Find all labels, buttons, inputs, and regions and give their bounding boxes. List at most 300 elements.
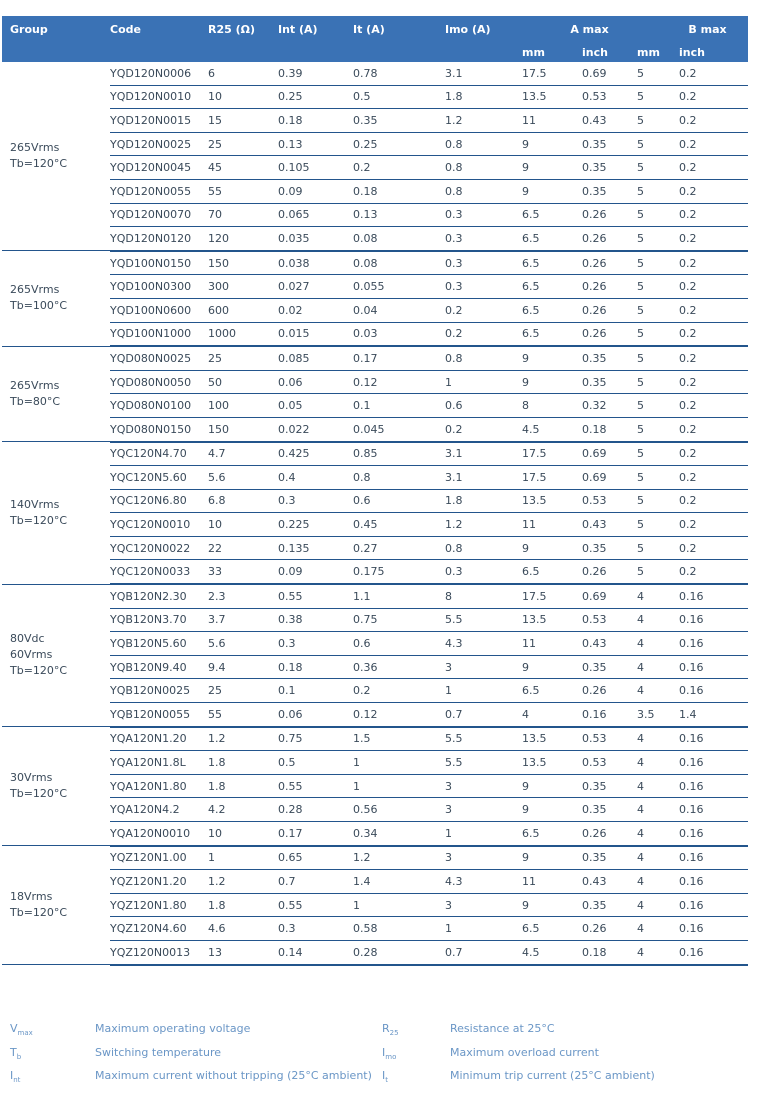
cell-int: 0.135 — [278, 536, 353, 560]
cell-it: 0.08 — [353, 251, 445, 275]
cell-imo: 0.3 — [445, 275, 522, 299]
group-label-line: Tb=80°C — [10, 394, 61, 408]
col-b-max-header: B max — [637, 16, 748, 42]
col-imo-header: Imo (A) — [445, 16, 522, 42]
cell-it: 0.58 — [353, 917, 445, 941]
table-row — [2, 846, 748, 870]
cell-int: 0.38 — [278, 608, 353, 632]
cell-a-mm: 9 — [522, 536, 582, 560]
group-label-line: 80Vdc — [10, 632, 45, 646]
cell-r25: 50 — [208, 370, 278, 394]
cell-b-mm: 4 — [637, 655, 679, 679]
cell-imo: 1 — [445, 917, 522, 941]
cell-a-mm: 11 — [522, 870, 582, 894]
cell-int: 0.17 — [278, 822, 353, 846]
cell-it: 0.6 — [353, 632, 445, 656]
cell-b-inch: 0.16 — [679, 751, 748, 775]
cell-int: 0.425 — [278, 442, 353, 466]
legend-symbol-subscript: nt — [13, 1076, 21, 1085]
table-row — [2, 870, 748, 894]
cell-it: 0.5 — [353, 85, 445, 109]
cell-a-mm: 13.5 — [522, 727, 582, 751]
legend-row — [10, 1069, 750, 1093]
cell-a-inch: 0.69 — [582, 442, 637, 466]
cell-it: 0.17 — [353, 346, 445, 370]
legend-symbol — [10, 1022, 33, 1037]
cell-a-inch: 0.26 — [582, 203, 637, 227]
table-row — [2, 370, 748, 394]
cell-int: 0.015 — [278, 322, 353, 346]
cell-b-mm: 5 — [637, 132, 679, 156]
cell-r25: 1.2 — [208, 870, 278, 894]
cell-b-inch: 0.2 — [679, 62, 748, 85]
cell-code: YQZ120N1.20 — [110, 870, 208, 894]
cell-b-inch: 0.2 — [679, 370, 748, 394]
cell-a-inch: 0.35 — [582, 893, 637, 917]
cell-b-inch: 0.2 — [679, 275, 748, 299]
cell-r25: 45 — [208, 156, 278, 180]
cell-r25: 25 — [208, 132, 278, 156]
cell-imo: 0.8 — [445, 132, 522, 156]
cell-b-mm: 5 — [637, 179, 679, 203]
cell-a-mm: 17.5 — [522, 466, 582, 490]
cell-code: YQB120N0055 — [110, 703, 208, 727]
table-row — [2, 62, 748, 85]
table-row — [2, 298, 748, 322]
legend-description: Minimum trip current (25°C ambient) — [450, 1069, 655, 1082]
table-row — [2, 774, 748, 798]
cell-b-inch: 1.4 — [679, 703, 748, 727]
table-row — [2, 179, 748, 203]
table-row — [2, 513, 748, 537]
cell-b-inch: 0.16 — [679, 870, 748, 894]
cell-b-mm: 5 — [637, 275, 679, 299]
cell-r25: 150 — [208, 251, 278, 275]
cell-b-inch: 0.16 — [679, 774, 748, 798]
cell-a-mm: 17.5 — [522, 442, 582, 466]
table-row — [2, 727, 748, 751]
group-label-line: Tb=120°C — [10, 664, 68, 678]
cell-imo: 3.1 — [445, 466, 522, 490]
cell-b-mm: 5 — [637, 394, 679, 418]
cell-b-mm: 3.5 — [637, 703, 679, 727]
cell-int: 0.09 — [278, 560, 353, 584]
cell-a-mm: 13.5 — [522, 751, 582, 775]
table-row — [2, 584, 748, 608]
cell-imo: 3 — [445, 798, 522, 822]
cell-code: YQC120N0033 — [110, 560, 208, 584]
cell-r25: 100 — [208, 394, 278, 418]
cell-it: 0.35 — [353, 109, 445, 133]
cell-a-mm: 4.5 — [522, 940, 582, 964]
cell-b-mm: 5 — [637, 298, 679, 322]
group-label — [2, 584, 110, 727]
cell-b-inch: 0.16 — [679, 727, 748, 751]
table-row — [2, 608, 748, 632]
cell-r25: 4.6 — [208, 917, 278, 941]
legend-symbol-letter: I — [382, 1069, 386, 1082]
group-label-line: 30Vrms — [10, 771, 53, 785]
group-label-line: Tb=100°C — [10, 299, 68, 313]
cell-code: YQD120N0055 — [110, 179, 208, 203]
cell-a-mm: 9 — [522, 346, 582, 370]
cell-code: YQB120N5.60 — [110, 632, 208, 656]
cell-b-mm: 4 — [637, 846, 679, 870]
cell-int: 0.3 — [278, 489, 353, 513]
cell-int: 0.027 — [278, 275, 353, 299]
cell-r25: 10 — [208, 513, 278, 537]
cell-b-mm: 4 — [637, 917, 679, 941]
cell-int: 0.105 — [278, 156, 353, 180]
cell-code: YQB120N0025 — [110, 679, 208, 703]
table-row — [2, 560, 748, 584]
cell-b-mm: 4 — [637, 608, 679, 632]
cell-b-mm: 5 — [637, 203, 679, 227]
cell-int: 0.25 — [278, 85, 353, 109]
cell-int: 0.28 — [278, 798, 353, 822]
col-a-mm-header: mm — [522, 42, 582, 62]
cell-b-mm: 5 — [637, 227, 679, 251]
col-b-mm-header: mm — [637, 42, 679, 62]
cell-int: 0.06 — [278, 703, 353, 727]
cell-b-mm: 4 — [637, 940, 679, 964]
cell-a-mm: 6.5 — [522, 275, 582, 299]
group-label — [2, 251, 110, 346]
cell-imo: 0.2 — [445, 417, 522, 441]
cell-it: 0.04 — [353, 298, 445, 322]
cell-b-inch: 0.2 — [679, 179, 748, 203]
cell-code: YQD120N0025 — [110, 132, 208, 156]
cell-a-inch: 0.26 — [582, 322, 637, 346]
cell-a-inch: 0.35 — [582, 536, 637, 560]
cell-r25: 1.8 — [208, 774, 278, 798]
table-row — [2, 227, 748, 251]
cell-a-inch: 0.26 — [582, 560, 637, 584]
cell-b-inch: 0.16 — [679, 917, 748, 941]
cell-int: 0.65 — [278, 846, 353, 870]
cell-b-mm: 5 — [637, 251, 679, 275]
cell-r25: 150 — [208, 417, 278, 441]
cell-code: YQD120N0015 — [110, 109, 208, 133]
cell-it: 0.6 — [353, 489, 445, 513]
cell-imo: 1 — [445, 679, 522, 703]
cell-imo: 3.1 — [445, 442, 522, 466]
cell-int: 0.3 — [278, 632, 353, 656]
cell-int: 0.5 — [278, 751, 353, 775]
cell-a-inch: 0.69 — [582, 584, 637, 608]
group-label-line: Tb=120°C — [10, 157, 68, 171]
cell-a-inch: 0.35 — [582, 774, 637, 798]
cell-code: YQD100N0150 — [110, 251, 208, 275]
legend-symbol — [382, 1069, 388, 1084]
legend-symbol-subscript: b — [16, 1052, 22, 1061]
cell-a-mm: 9 — [522, 774, 582, 798]
cell-b-inch: 0.2 — [679, 489, 748, 513]
cell-imo: 0.7 — [445, 703, 522, 727]
table-row — [2, 322, 748, 346]
cell-code: YQD080N0025 — [110, 346, 208, 370]
cell-r25: 10 — [208, 822, 278, 846]
cell-it: 0.2 — [353, 156, 445, 180]
cell-r25: 4.2 — [208, 798, 278, 822]
group-label-line: 265Vrms — [10, 378, 60, 392]
cell-it: 1.2 — [353, 846, 445, 870]
cell-code: YQC120N0022 — [110, 536, 208, 560]
cell-a-mm: 6.5 — [522, 822, 582, 846]
cell-imo: 1.2 — [445, 109, 522, 133]
cell-code: YQD100N0300 — [110, 275, 208, 299]
cell-imo: 5.5 — [445, 727, 522, 751]
col-code-header: Code — [110, 16, 208, 42]
cell-int: 0.18 — [278, 109, 353, 133]
cell-b-mm: 4 — [637, 822, 679, 846]
cell-code: YQC120N6.80 — [110, 489, 208, 513]
cell-b-mm: 5 — [637, 370, 679, 394]
cell-b-mm: 4 — [637, 751, 679, 775]
cell-int: 0.06 — [278, 370, 353, 394]
cell-a-inch: 0.43 — [582, 109, 637, 133]
cell-b-mm: 5 — [637, 62, 679, 85]
cell-b-inch: 0.16 — [679, 584, 748, 608]
cell-b-mm: 4 — [637, 774, 679, 798]
cell-a-inch: 0.26 — [582, 251, 637, 275]
cell-code: YQZ120N4.60 — [110, 917, 208, 941]
cell-a-inch: 0.16 — [582, 703, 637, 727]
cell-code: YQD080N0150 — [110, 417, 208, 441]
cell-a-inch: 0.69 — [582, 466, 637, 490]
cell-a-inch: 0.53 — [582, 751, 637, 775]
cell-it: 0.13 — [353, 203, 445, 227]
cell-b-inch: 0.2 — [679, 109, 748, 133]
cell-r25: 55 — [208, 179, 278, 203]
legend-symbol-letter: R — [382, 1022, 390, 1035]
cell-b-inch: 0.16 — [679, 940, 748, 964]
legend-description: Maximum overload current — [450, 1045, 599, 1059]
legend-description: Switching temperature — [95, 1045, 222, 1059]
cell-b-inch: 0.2 — [679, 513, 748, 537]
cell-a-inch: 0.35 — [582, 370, 637, 394]
cell-int: 0.18 — [278, 655, 353, 679]
table-row — [2, 346, 748, 370]
cell-imo: 0.8 — [445, 346, 522, 370]
cell-b-mm: 4 — [637, 584, 679, 608]
cell-a-inch: 0.35 — [582, 156, 637, 180]
cell-it: 0.85 — [353, 442, 445, 466]
legend-symbol-letter: T — [10, 1045, 17, 1059]
legend-symbol-subscript: max — [17, 1029, 33, 1038]
table-row — [2, 109, 748, 133]
cell-b-inch: 0.16 — [679, 846, 748, 870]
cell-it: 0.1 — [353, 394, 445, 418]
cell-a-inch: 0.18 — [582, 417, 637, 441]
cell-a-mm: 8 — [522, 394, 582, 418]
cell-a-inch: 0.26 — [582, 917, 637, 941]
legend-symbol-subscript: t — [385, 1076, 388, 1085]
cell-r25: 22 — [208, 536, 278, 560]
cell-int: 0.05 — [278, 394, 353, 418]
cell-b-inch: 0.2 — [679, 227, 748, 251]
cell-b-inch: 0.2 — [679, 394, 748, 418]
cell-imo: 8 — [445, 584, 522, 608]
legend-row — [10, 1046, 750, 1070]
cell-imo: 3 — [445, 846, 522, 870]
cell-b-inch: 0.16 — [679, 679, 748, 703]
cell-r25: 15 — [208, 109, 278, 133]
cell-it: 0.03 — [353, 322, 445, 346]
cell-int: 0.14 — [278, 940, 353, 964]
table-row — [2, 275, 748, 299]
cell-a-inch: 0.26 — [582, 298, 637, 322]
cell-code: YQD120N0045 — [110, 156, 208, 180]
legend-symbol — [382, 1046, 396, 1061]
cell-r25: 6.8 — [208, 489, 278, 513]
cell-b-mm: 5 — [637, 417, 679, 441]
table-row — [2, 394, 748, 418]
cell-int: 0.09 — [278, 179, 353, 203]
cell-imo: 0.3 — [445, 251, 522, 275]
cell-b-mm: 5 — [637, 489, 679, 513]
table-row — [2, 655, 748, 679]
group-label — [2, 346, 110, 441]
cell-a-mm: 9 — [522, 179, 582, 203]
cell-b-inch: 0.2 — [679, 298, 748, 322]
cell-b-mm: 4 — [637, 632, 679, 656]
cell-a-mm: 13.5 — [522, 489, 582, 513]
cell-b-inch: 0.2 — [679, 132, 748, 156]
table-row — [2, 489, 748, 513]
cell-a-mm: 6.5 — [522, 917, 582, 941]
cell-a-inch: 0.26 — [582, 275, 637, 299]
cell-imo: 0.8 — [445, 156, 522, 180]
cell-int: 0.3 — [278, 917, 353, 941]
table-row — [2, 156, 748, 180]
cell-it: 0.08 — [353, 227, 445, 251]
table-row — [2, 893, 748, 917]
legend-symbol — [10, 1069, 20, 1084]
cell-a-mm: 9 — [522, 655, 582, 679]
cell-r25: 13 — [208, 940, 278, 964]
cell-it: 0.25 — [353, 132, 445, 156]
cell-imo: 0.3 — [445, 560, 522, 584]
legend-description: Resistance at 25°C — [450, 1022, 555, 1035]
cell-a-mm: 9 — [522, 846, 582, 870]
cell-a-inch: 0.18 — [582, 940, 637, 964]
cell-int: 0.022 — [278, 417, 353, 441]
cell-int: 0.13 — [278, 132, 353, 156]
legend-symbol-letter: I — [382, 1045, 386, 1059]
cell-imo: 1.8 — [445, 489, 522, 513]
cell-imo: 0.6 — [445, 394, 522, 418]
cell-it: 0.78 — [353, 62, 445, 85]
cell-int: 0.035 — [278, 227, 353, 251]
cell-it: 0.34 — [353, 822, 445, 846]
cell-b-inch: 0.2 — [679, 156, 748, 180]
cell-imo: 3.1 — [445, 62, 522, 85]
cell-a-mm: 13.5 — [522, 608, 582, 632]
legend-description: Maximum operating voltage — [95, 1022, 251, 1035]
cell-a-mm: 9 — [522, 370, 582, 394]
cell-it: 0.175 — [353, 560, 445, 584]
cell-r25: 4.7 — [208, 442, 278, 466]
cell-a-inch: 0.35 — [582, 179, 637, 203]
table-body — [2, 62, 748, 965]
cell-a-mm: 17.5 — [522, 584, 582, 608]
cell-int: 0.065 — [278, 203, 353, 227]
cell-it: 0.8 — [353, 466, 445, 490]
cell-code: YQC120N0010 — [110, 513, 208, 537]
cell-b-mm: 5 — [637, 322, 679, 346]
table-row — [2, 251, 748, 275]
col-int-header: Int (A) — [278, 16, 353, 42]
cell-b-inch: 0.2 — [679, 85, 748, 109]
cell-imo: 4.3 — [445, 870, 522, 894]
cell-b-mm: 5 — [637, 513, 679, 537]
cell-a-mm: 13.5 — [522, 85, 582, 109]
cell-b-inch: 0.16 — [679, 822, 748, 846]
cell-b-inch: 0.16 — [679, 798, 748, 822]
cell-int: 0.39 — [278, 62, 353, 85]
table-row — [2, 132, 748, 156]
cell-b-inch: 0.2 — [679, 251, 748, 275]
cell-a-mm: 11 — [522, 109, 582, 133]
cell-code: YQB120N3.70 — [110, 608, 208, 632]
cell-int: 0.7 — [278, 870, 353, 894]
cell-imo: 0.3 — [445, 227, 522, 251]
cell-b-mm: 5 — [637, 85, 679, 109]
cell-r25: 120 — [208, 227, 278, 251]
cell-imo: 0.2 — [445, 322, 522, 346]
cell-b-inch: 0.2 — [679, 322, 748, 346]
cell-int: 0.55 — [278, 584, 353, 608]
legend-symbol-letter: V — [10, 1022, 18, 1035]
cell-imo: 5.5 — [445, 751, 522, 775]
cell-it: 1 — [353, 774, 445, 798]
cell-b-inch: 0.2 — [679, 560, 748, 584]
cell-r25: 1 — [208, 846, 278, 870]
cell-a-inch: 0.35 — [582, 132, 637, 156]
table-row — [2, 203, 748, 227]
table-row — [2, 466, 748, 490]
cell-int: 0.1 — [278, 679, 353, 703]
cell-b-inch: 0.2 — [679, 536, 748, 560]
table-row — [2, 751, 748, 775]
cell-r25: 33 — [208, 560, 278, 584]
cell-a-inch: 0.43 — [582, 870, 637, 894]
cell-a-mm: 9 — [522, 893, 582, 917]
legend — [10, 1022, 750, 1093]
cell-a-mm: 4.5 — [522, 417, 582, 441]
cell-a-mm: 9 — [522, 798, 582, 822]
cell-it: 0.045 — [353, 417, 445, 441]
cell-r25: 1.8 — [208, 893, 278, 917]
group-label-line: Tb=120°C — [10, 513, 68, 527]
cell-it: 1.1 — [353, 584, 445, 608]
cell-b-mm: 5 — [637, 560, 679, 584]
cell-imo: 3 — [445, 655, 522, 679]
cell-code: YQC120N5.60 — [110, 466, 208, 490]
cell-b-mm: 4 — [637, 679, 679, 703]
cell-code: YQA120N4.2 — [110, 798, 208, 822]
cell-code: YQZ120N0013 — [110, 940, 208, 964]
cell-a-mm: 4 — [522, 703, 582, 727]
cell-b-mm: 5 — [637, 536, 679, 560]
cell-imo: 0.8 — [445, 179, 522, 203]
subheader-row — [2, 42, 748, 62]
table-row — [2, 632, 748, 656]
cell-b-mm: 4 — [637, 727, 679, 751]
cell-r25: 25 — [208, 679, 278, 703]
cell-int: 0.02 — [278, 298, 353, 322]
